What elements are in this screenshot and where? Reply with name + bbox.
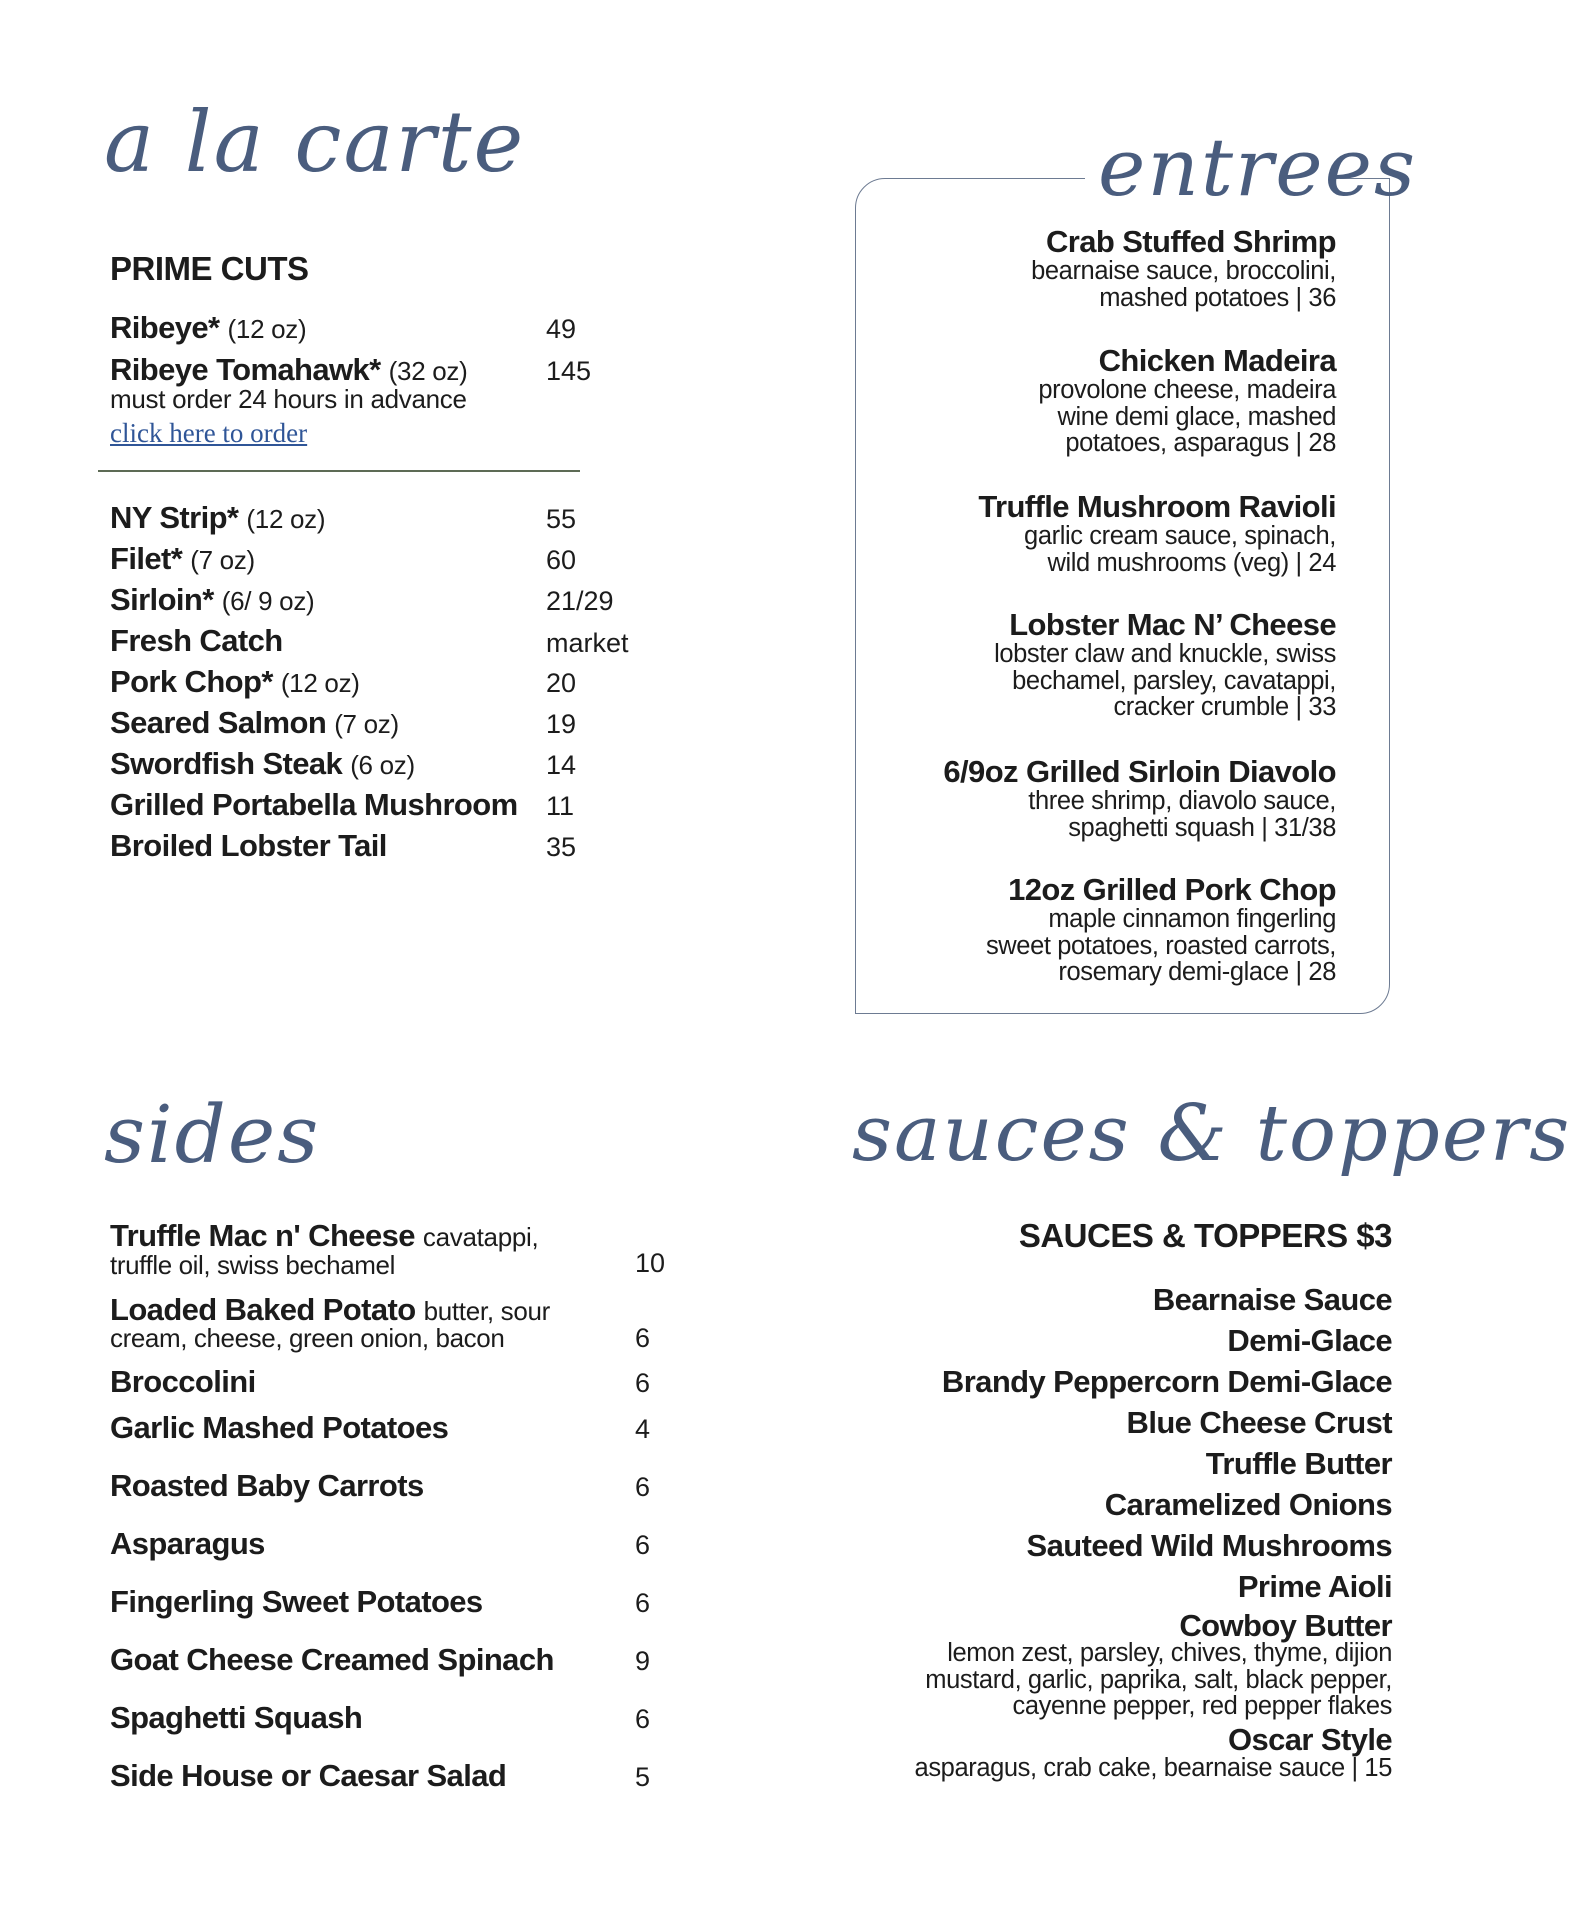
side-price: 4	[635, 1414, 651, 1444]
entree-desc-line: wild mushrooms (veg) | 24	[1047, 548, 1336, 577]
side-item: Spaghetti Squash	[110, 1700, 363, 1735]
menu-item-swordfish-steak	[110, 746, 415, 782]
toppers-word: toppers	[1255, 1089, 1571, 1179]
item-name: Fresh Catch	[110, 623, 283, 658]
item-name: Ribeye Tomahawk*	[110, 352, 381, 387]
entree-desc-line: rosemary demi-glace | 28	[1058, 958, 1336, 986]
item-price: 55	[546, 504, 577, 534]
side-item-truffle-mac	[110, 1218, 538, 1254]
entree-desc-line: spaghetti squash | 31/38	[1068, 813, 1336, 842]
sauce-item: Brandy Peppercorn Demi-Glace	[941, 1364, 1392, 1399]
desc-line: lemon zest, parsley, chives, thyme, dijion	[947, 1639, 1392, 1667]
sauce-item: Caramelized Onions	[1104, 1487, 1392, 1522]
menu-item-portabella	[110, 787, 518, 823]
side-price: 6	[635, 1588, 651, 1618]
item-name: Filet*	[110, 541, 183, 576]
side-price: 6	[635, 1368, 651, 1398]
sauce-item: Sauteed Wild Mushrooms	[1026, 1528, 1392, 1563]
side-item: Side House or Caesar Salad	[110, 1758, 507, 1793]
side-desc: butter, sour	[423, 1296, 551, 1326]
item-name: Pork Chop*	[110, 664, 273, 699]
sauce-item: Truffle Butter	[1205, 1446, 1392, 1481]
entree-item	[816, 491, 1336, 576]
entree-name: Chicken Madeira	[1098, 343, 1336, 378]
item-name: Swordfish Steak	[110, 746, 343, 781]
side-price: 5	[635, 1762, 651, 1792]
entree-name: Crab Stuffed Shrimp	[1045, 224, 1336, 259]
entree-item	[816, 226, 1336, 311]
desc-line: mustard, garlic, paprika, salt, black pepper,	[925, 1665, 1392, 1694]
entree-desc-line: mashed potatoes | 36	[1099, 283, 1336, 312]
entree-desc-line: provolone cheese, madeira	[1038, 376, 1336, 404]
side-item: Broccolini	[110, 1364, 256, 1399]
item-price: 20	[546, 668, 577, 698]
item-price: 35	[546, 832, 577, 862]
side-item: Goat Cheese Creamed Spinach	[110, 1642, 554, 1677]
item-name: Grilled Portabella Mushroom	[110, 787, 518, 822]
sauces-heading: SAUCES & TOPPERS $3	[1018, 1217, 1392, 1254]
menu-item-filet	[110, 541, 255, 577]
sauce-item: Prime Aioli	[1237, 1569, 1392, 1604]
side-name: Truffle Mac n' Cheese	[110, 1218, 415, 1253]
entree-name: 12oz Grilled Pork Chop	[1008, 872, 1336, 907]
side-desc: cavatappi,	[422, 1222, 539, 1252]
tomahawk-note: must order 24 hours in advance	[110, 384, 467, 414]
entree-item	[816, 874, 1336, 986]
item-size: (7 oz)	[190, 545, 255, 575]
item-size: (12 oz)	[246, 504, 326, 534]
entree-item	[816, 609, 1336, 721]
side-price: 6	[635, 1323, 651, 1353]
side-desc-line: truffle oil, swiss bechamel	[110, 1250, 395, 1280]
sauce-item-cowboy-butter: Cowboy Butter	[1179, 1608, 1392, 1643]
entree-item	[816, 345, 1336, 457]
item-name: NY Strip*	[110, 500, 239, 535]
entree-desc-line: sweet potatoes, roasted carrots,	[985, 931, 1336, 960]
menu-item-ribeye	[110, 310, 306, 346]
item-price: 14	[546, 750, 577, 780]
side-price: 9	[635, 1646, 651, 1676]
entree-name: Lobster Mac N’ Cheese	[1009, 607, 1336, 642]
item-size: (12 oz)	[227, 314, 307, 344]
desc-line: cayenne pepper, red pepper flakes	[1012, 1692, 1392, 1720]
oscar-style-desc: asparagus, crab cake, bearnaise sauce | 15	[914, 1754, 1392, 1782]
side-desc-line: cream, cheese, green onion, bacon	[110, 1323, 505, 1353]
cowboy-butter-desc	[832, 1640, 1392, 1720]
side-price: 6	[635, 1530, 651, 1560]
item-size: (7 oz)	[334, 709, 399, 739]
item-price: market	[546, 628, 629, 658]
item-price: 145	[546, 356, 592, 386]
side-item: Garlic Mashed Potatoes	[110, 1410, 449, 1445]
entree-item	[816, 756, 1336, 841]
item-size: (12 oz)	[280, 668, 360, 698]
sauce-item: Blue Cheese Crust	[1126, 1405, 1392, 1440]
item-price: 11	[546, 791, 575, 821]
item-size: (32 oz)	[388, 356, 468, 386]
side-price: 6	[635, 1472, 651, 1502]
sides-script-title: sides	[104, 1088, 321, 1181]
side-price: 6	[635, 1704, 651, 1734]
a-la-carte-script-title: a la carte	[104, 93, 526, 191]
sauce-item: Bearnaise Sauce	[1152, 1282, 1392, 1317]
item-name: Broiled Lobster Tail	[110, 828, 387, 863]
entree-desc-line: lobster claw and knuckle, swiss	[994, 640, 1336, 668]
menu-item-pork-chop	[110, 664, 360, 700]
entree-desc-line: cracker crumble | 33	[1113, 693, 1336, 721]
item-name: Sirloin*	[110, 582, 214, 617]
menu-item-ny-strip	[110, 500, 325, 536]
prime-cuts-heading: PRIME CUTS	[110, 250, 309, 287]
item-price: 19	[546, 709, 577, 739]
menu-item-lobster-tail	[110, 828, 387, 864]
entree-desc-line: bearnaise sauce, broccolini,	[1031, 257, 1336, 285]
side-name: Loaded Baked Potato	[110, 1292, 416, 1327]
section-divider	[98, 470, 580, 472]
entree-desc-line: bechamel, parsley, cavatappi,	[1012, 666, 1336, 695]
item-price: 21/29	[546, 586, 614, 616]
side-price: 10	[635, 1248, 666, 1278]
ampersand: &	[1157, 1089, 1229, 1179]
sauce-item-oscar-style: Oscar Style	[1227, 1722, 1392, 1757]
menu-item-seared-salmon	[110, 705, 399, 741]
entrees-script-title: entrees	[1098, 121, 1417, 214]
item-price: 60	[546, 545, 577, 575]
entree-name: Truffle Mushroom Ravioli	[978, 489, 1336, 524]
menu-item-sirloin	[110, 582, 314, 618]
sauce-item: Demi-Glace	[1227, 1323, 1392, 1358]
sauces-script-title	[852, 1089, 1571, 1179]
item-name: Seared Salmon	[110, 705, 327, 740]
entree-desc-line: three shrimp, diavolo sauce,	[1028, 787, 1336, 815]
side-item: Fingerling Sweet Potatoes	[110, 1584, 483, 1619]
item-name: Ribeye*	[110, 310, 220, 345]
side-item: Roasted Baby Carrots	[110, 1468, 424, 1503]
menu-item-fresh-catch	[110, 623, 283, 659]
entree-desc-line: garlic cream sauce, spinach,	[1024, 522, 1336, 550]
entree-name: 6/9oz Grilled Sirloin Diavolo	[943, 754, 1336, 789]
entree-desc-line: wine demi glace, mashed	[1057, 402, 1336, 431]
item-size: (6/ 9 oz)	[221, 586, 315, 616]
menu-item-ribeye-tomahawk	[110, 352, 468, 388]
side-item: Asparagus	[110, 1526, 265, 1561]
order-link[interactable]: click here to order	[110, 418, 308, 448]
entree-desc-line: potatoes, asparagus | 28	[1065, 429, 1336, 457]
entree-desc-line: maple cinnamon fingerling	[1048, 905, 1336, 933]
sauces-word: sauces	[852, 1089, 1131, 1179]
item-price: 49	[546, 314, 577, 344]
item-size: (6 oz)	[350, 750, 415, 780]
